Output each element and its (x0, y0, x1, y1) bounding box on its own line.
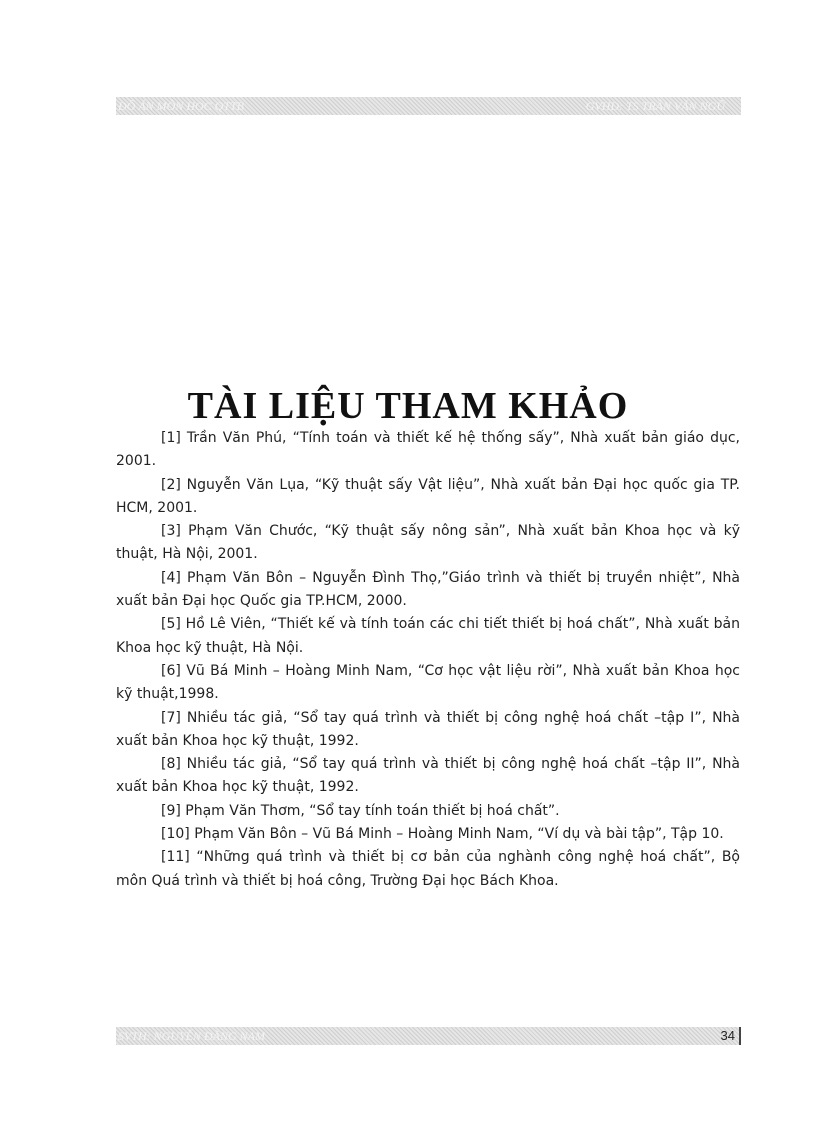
reference-item: [8] Nhiều tác giả, “Sổ tay quá trình và thiết bị công nghệ hoá chất –tập II”, Nhà xuất bản Khoa học kỹ thuật, 1992. (116, 756, 740, 796)
reference-item: [5] Hồ Lê Viên, “Thiết kế và tính toán các chi tiết thiết bị hoá chất”, Nhà xuất bản Khoa học kỹ thuật, Hà Nội. (116, 616, 740, 656)
header-right-text: GVHD: TS TRẦN VĂN NGŨ (585, 99, 725, 113)
reference-item: [11] “Những quá trình và thiết bị cơ bản của nghành công nghệ hoá chất”, Bộ môn Quá trình và thiết bị hoá công, Trường Đại học Bách Khoa. (116, 849, 740, 889)
page-number: 34 (720, 1028, 735, 1043)
reference-item: [1] Trần Văn Phú, “Tính toán và thiết kế hệ thống sấy”, Nhà xuất bản giáo dục, 2001. (116, 430, 740, 470)
reference-list (116, 427, 740, 893)
page-footer-band (116, 1027, 741, 1045)
footer-left-text: SVTH: NGUYỄN ĐĂNG NAM (118, 1029, 266, 1043)
page-header-band (116, 97, 741, 115)
reference-item: [6] Vũ Bá Minh – Hoàng Minh Nam, “Cơ học vật liệu rời”, Nhà xuất bản Khoa học kỹ thuật,1998. (116, 662, 740, 703)
reference-item: [9] Phạm Văn Thơm, “Sổ tay tính toán thiết bị hoá chất”. (161, 802, 560, 819)
reference-item: [4] Phạm Văn Bôn – Nguyễn Đình Thọ,”Giáo trình và thiết bị truyền nhiệt”, Nhà xuất bản Đại học Quốc gia TP.HCM, 2000. (116, 569, 740, 610)
reference-item: [7] Nhiều tác giả, “Sổ tay quá trình và thiết bị công nghệ hoá chất –tập I”, Nhà xuất bản Khoa học kỹ thuật, 1992. (116, 709, 740, 749)
page-title: TÀI LIỆU THAM KHẢO (187, 385, 629, 427)
reference-item: [10] Phạm Văn Bôn – Vũ Bá Minh – Hoàng Minh Nam, “Ví dụ và bài tập”, Tập 10. (161, 826, 724, 843)
header-left-text: ĐỒ ÁN MÔN HỌC QTTB (118, 99, 245, 113)
reference-item: [3] Phạm Văn Chước, “Kỹ thuật sấy nông sản”, Nhà xuất bản Khoa học và kỹ thuật, Hà Nội, 2001. (116, 523, 740, 563)
reference-item: [2] Nguyễn Văn Lụa, “Kỹ thuật sấy Vật liệu”, Nhà xuất bản Đại học quốc gia TP. HCM, 2001. (116, 476, 740, 516)
